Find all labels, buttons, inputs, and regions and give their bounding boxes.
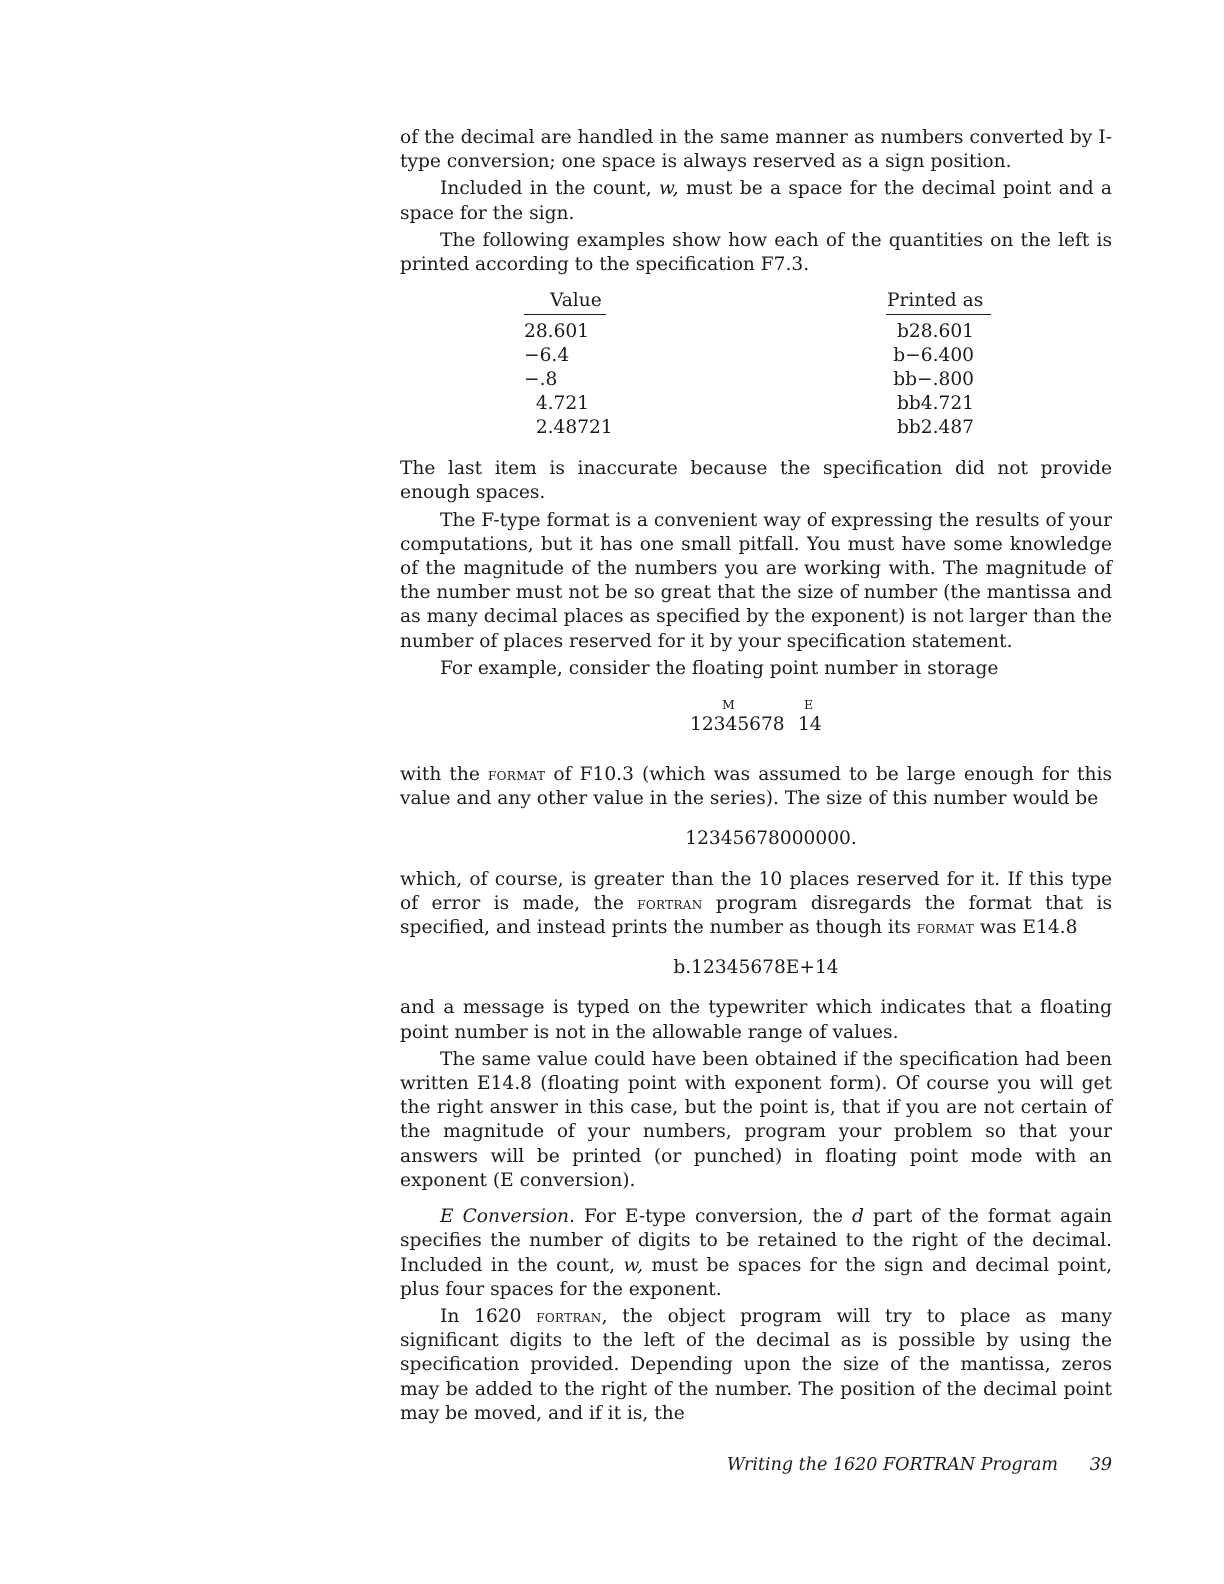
format-keyword: format: [488, 765, 546, 786]
paragraph-8-text-b: program disregards the format that is specified, and instead prints the number as though its: [400, 892, 1112, 939]
fortran-keyword: fortran: [637, 893, 703, 914]
size-value: 12345678000000.: [685, 828, 857, 850]
paragraph-12-text-b: , the object program will try to place as many significant digits to the left of the decimal as is possible by using the specification provided. Depending upon the size of the mantissa, zeros may be added to the right of the number. The position of the decimal point may be moved, and if it is, the: [400, 1305, 1112, 1424]
paragraph-2-text-a: Included in the count,: [440, 178, 659, 200]
printed-header: Printed as: [886, 289, 991, 315]
paragraph-9: and a message is typed on the typewriter which indicates that a floating point number is not in the allowable range of values.: [400, 997, 1112, 1043]
mantissa-label: M: [722, 697, 736, 713]
printed-cell: b28.601: [897, 321, 974, 343]
paragraph-1: of the decimal are handled in the same manner as numbers converted by I-type conversion; one space is always reserved as a sign position.: [400, 127, 1112, 173]
value-cell: −6.4: [524, 345, 570, 367]
value-cell: 2.48721: [524, 417, 613, 439]
paragraph-11-text-a: For E-type conversion, the: [574, 1206, 853, 1228]
paragraph-11-text-c: must be spaces for the sign and decimal point, plus four spaces for the exponent.: [400, 1254, 1112, 1300]
printed-cell: b−6.400: [893, 345, 974, 367]
paragraph-7-text-a: with the: [400, 764, 488, 786]
value-header: Value: [524, 289, 606, 315]
exponent-value: 14: [798, 714, 822, 736]
storage-example: [400, 693, 1112, 749]
paragraph-4: The last item is inaccurate because the specification did not provide enough spaces.: [400, 458, 1112, 504]
paragraph-2: [400, 177, 1112, 225]
paragraph-7-text-b: of F10.3 (which was assumed to be large enough for this value and any other value in the series). The size of this number would be: [400, 764, 1112, 810]
printed-cell: bb2.487: [896, 417, 974, 439]
page-number: 39: [1089, 1455, 1112, 1475]
paragraph-3: The following examples show how each of the quantities on the left is printed according to the specification F7.3.: [400, 229, 1112, 276]
paragraph-2-text-b: must be a space for the decimal point and a space for the sign.: [400, 178, 1112, 224]
paragraph-8: [400, 868, 1112, 941]
paragraph-6: For example, consider the floating point number in storage: [440, 657, 999, 679]
paragraph-12-text-a: In 1620: [440, 1305, 537, 1327]
example-table: [400, 289, 1112, 441]
value-cell: 4.721: [524, 393, 590, 415]
exponent-label: E: [804, 697, 814, 713]
value-cell: −.8: [524, 369, 558, 391]
variable-w: w,: [623, 1254, 644, 1276]
mantissa-value: 12345678: [690, 714, 785, 736]
paragraph-7: [400, 763, 1112, 811]
section-heading: E Conversion.: [440, 1206, 575, 1228]
paragraph-12: [400, 1305, 1112, 1426]
value-cell: 28.601: [524, 321, 590, 343]
page-body: [400, 126, 1112, 1426]
variable-w: w,: [658, 178, 679, 200]
fortran-keyword: fortran: [536, 1306, 602, 1327]
paragraph-8-text-a: which, of course, is greater than the 10 places reserved for it. If this type of error is made, the: [400, 868, 1112, 914]
printed-cell: bb4.721: [896, 393, 974, 415]
variable-d: d: [852, 1206, 864, 1228]
paragraph-11: [400, 1205, 1112, 1302]
running-head: Writing the 1620 FORTRAN Program: [726, 1455, 1058, 1475]
e-format-output: b.12345678E+14: [673, 957, 839, 979]
paragraph-8-text-c: was E14.8: [974, 917, 1078, 939]
value-column: [524, 289, 613, 440]
paragraph-11-text-b: part of the format again specifies the number of digits to be retained to the right of the decimal. Included in the count,: [400, 1206, 1112, 1276]
paragraph-5: The F-type format is a convenient way of expressing the results of your computations, but it has one small pitfall. You must have some knowledge of the magnitude of the numbers you are working with. The magnitude of the number must not be so great that the size of number (the mantissa and as many decimal places as specified by the exponent) is not larger than the number of places reserved for it by your specification statement.: [400, 509, 1112, 652]
format-keyword: format: [916, 918, 975, 939]
paragraph-10: The same value could have been obtained if the specification had been written E14.8 (floating point with exponent form). Of course you will get the right answer in this case, but the point is, that if you are not certain of the magnitude of your numbers, program your problem so that your answers will be printed (or punched) in floating point mode with an exponent (E conversion).: [400, 1048, 1112, 1191]
printed-column: [886, 289, 991, 440]
printed-cell: bb−.800: [893, 369, 974, 391]
